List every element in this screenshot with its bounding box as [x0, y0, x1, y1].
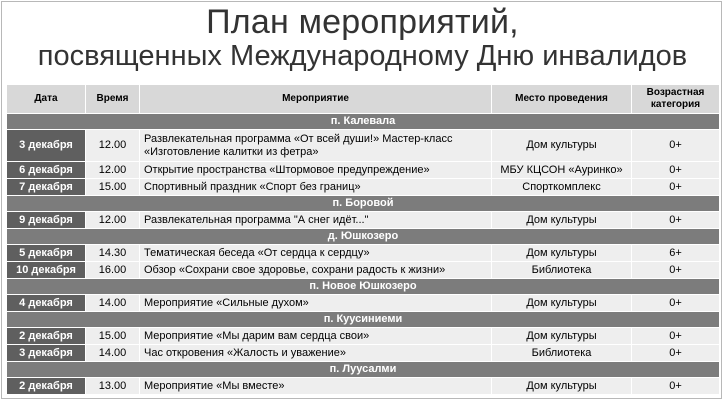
- region-row: [7, 312, 720, 328]
- event-date: 9 декабря: [7, 212, 86, 229]
- event-date: 3 декабря: [7, 345, 86, 362]
- table-row: [7, 295, 720, 312]
- page-title: План мероприятий,: [206, 3, 519, 41]
- event-place: Дом культуры: [492, 328, 632, 345]
- header-event: Мероприятие: [140, 85, 492, 114]
- table-row: [7, 179, 720, 196]
- region-name: п. Куусиниеми: [7, 312, 720, 328]
- event-age: 0+: [632, 345, 720, 362]
- event-place: Спорткомплекс: [492, 179, 632, 196]
- event-place: Дом культуры: [492, 378, 632, 395]
- event-name: Развлекательная программа "А снег идёт...": [140, 212, 492, 229]
- event-time: 15.00: [86, 179, 140, 196]
- table-row: [7, 162, 720, 179]
- region-name: п. Боровой: [7, 196, 720, 212]
- event-name: Открытие пространства «Штормовое предупреждение»: [140, 162, 492, 179]
- region-row: [7, 196, 720, 212]
- event-age: 0+: [632, 328, 720, 345]
- event-name: Час откровения «Жалость и уважение»: [140, 345, 492, 362]
- event-name: Тематическая беседа «От сердца к сердцу»: [140, 245, 492, 262]
- event-place: Библиотека: [492, 345, 632, 362]
- event-name: Спортивный праздник «Спорт без границ»: [140, 179, 492, 196]
- event-time: 14.30: [86, 245, 140, 262]
- event-name: Мероприятие «Мы вместе»: [140, 378, 492, 395]
- event-date: 6 декабря: [7, 162, 86, 179]
- event-time: 16.00: [86, 262, 140, 279]
- event-name: Мероприятие «Сильные духом»: [140, 295, 492, 312]
- event-place: МБУ КЦСОН «Ауринко»: [492, 162, 632, 179]
- event-date: 4 декабря: [7, 295, 86, 312]
- event-age: 0+: [632, 130, 720, 162]
- event-date: 3 декабря: [7, 130, 86, 162]
- page-subtitle: посвященных Международному Дню инвалидов: [37, 40, 688, 72]
- region-row: [7, 114, 720, 130]
- event-date: 5 декабря: [7, 245, 86, 262]
- event-place: Дом культуры: [492, 295, 632, 312]
- event-date: 10 декабря: [7, 262, 86, 279]
- header-date: Дата: [7, 85, 86, 114]
- event-age: 0+: [632, 212, 720, 229]
- table-row: [7, 262, 720, 279]
- event-name: Развлекательная программа «От всей души!» Мастер-класс «Изготовление калитки из фетра»: [140, 130, 492, 162]
- event-age: 0+: [632, 378, 720, 395]
- region-row: [7, 362, 720, 378]
- region-row: [7, 229, 720, 245]
- event-date: 2 декабря: [7, 378, 86, 395]
- event-time: 12.00: [86, 212, 140, 229]
- table-header-row: [7, 85, 720, 114]
- event-age: 0+: [632, 162, 720, 179]
- event-place: Библиотека: [492, 262, 632, 279]
- region-row: [7, 279, 720, 295]
- event-place: Дом культуры: [492, 130, 632, 162]
- event-name: Мероприятие «Мы дарим вам сердца свои»: [140, 328, 492, 345]
- event-date: 2 декабря: [7, 328, 86, 345]
- event-age: 6+: [632, 245, 720, 262]
- event-age: 0+: [632, 179, 720, 196]
- event-age: 0+: [632, 262, 720, 279]
- table-row: [7, 345, 720, 362]
- event-time: 13.00: [86, 378, 140, 395]
- schedule-table: [6, 84, 720, 395]
- event-place: Дом культуры: [492, 212, 632, 229]
- region-name: п. Луусалми: [7, 362, 720, 378]
- header-time: Время: [86, 85, 140, 114]
- table-row: [7, 212, 720, 229]
- event-name: Обзор «Сохрани свое здоровье, сохрани радость к жизни»: [140, 262, 492, 279]
- table-body: [7, 114, 720, 395]
- event-time: 15.00: [86, 328, 140, 345]
- region-name: п. Калевала: [7, 114, 720, 130]
- region-name: д. Юшкозеро: [7, 229, 720, 245]
- event-time: 12.00: [86, 130, 140, 162]
- table-row: [7, 130, 720, 162]
- header-place: Место проведения: [492, 85, 632, 114]
- event-date: 7 декабря: [7, 179, 86, 196]
- header-age: Возрастная категория: [632, 85, 720, 114]
- event-time: 12.00: [86, 162, 140, 179]
- event-time: 14.00: [86, 345, 140, 362]
- table-row: [7, 245, 720, 262]
- event-age: 0+: [632, 295, 720, 312]
- table-row: [7, 378, 720, 395]
- region-name: п. Новое Юшкозеро: [7, 279, 720, 295]
- event-place: Дом культуры: [492, 245, 632, 262]
- table-row: [7, 328, 720, 345]
- event-time: 14.00: [86, 295, 140, 312]
